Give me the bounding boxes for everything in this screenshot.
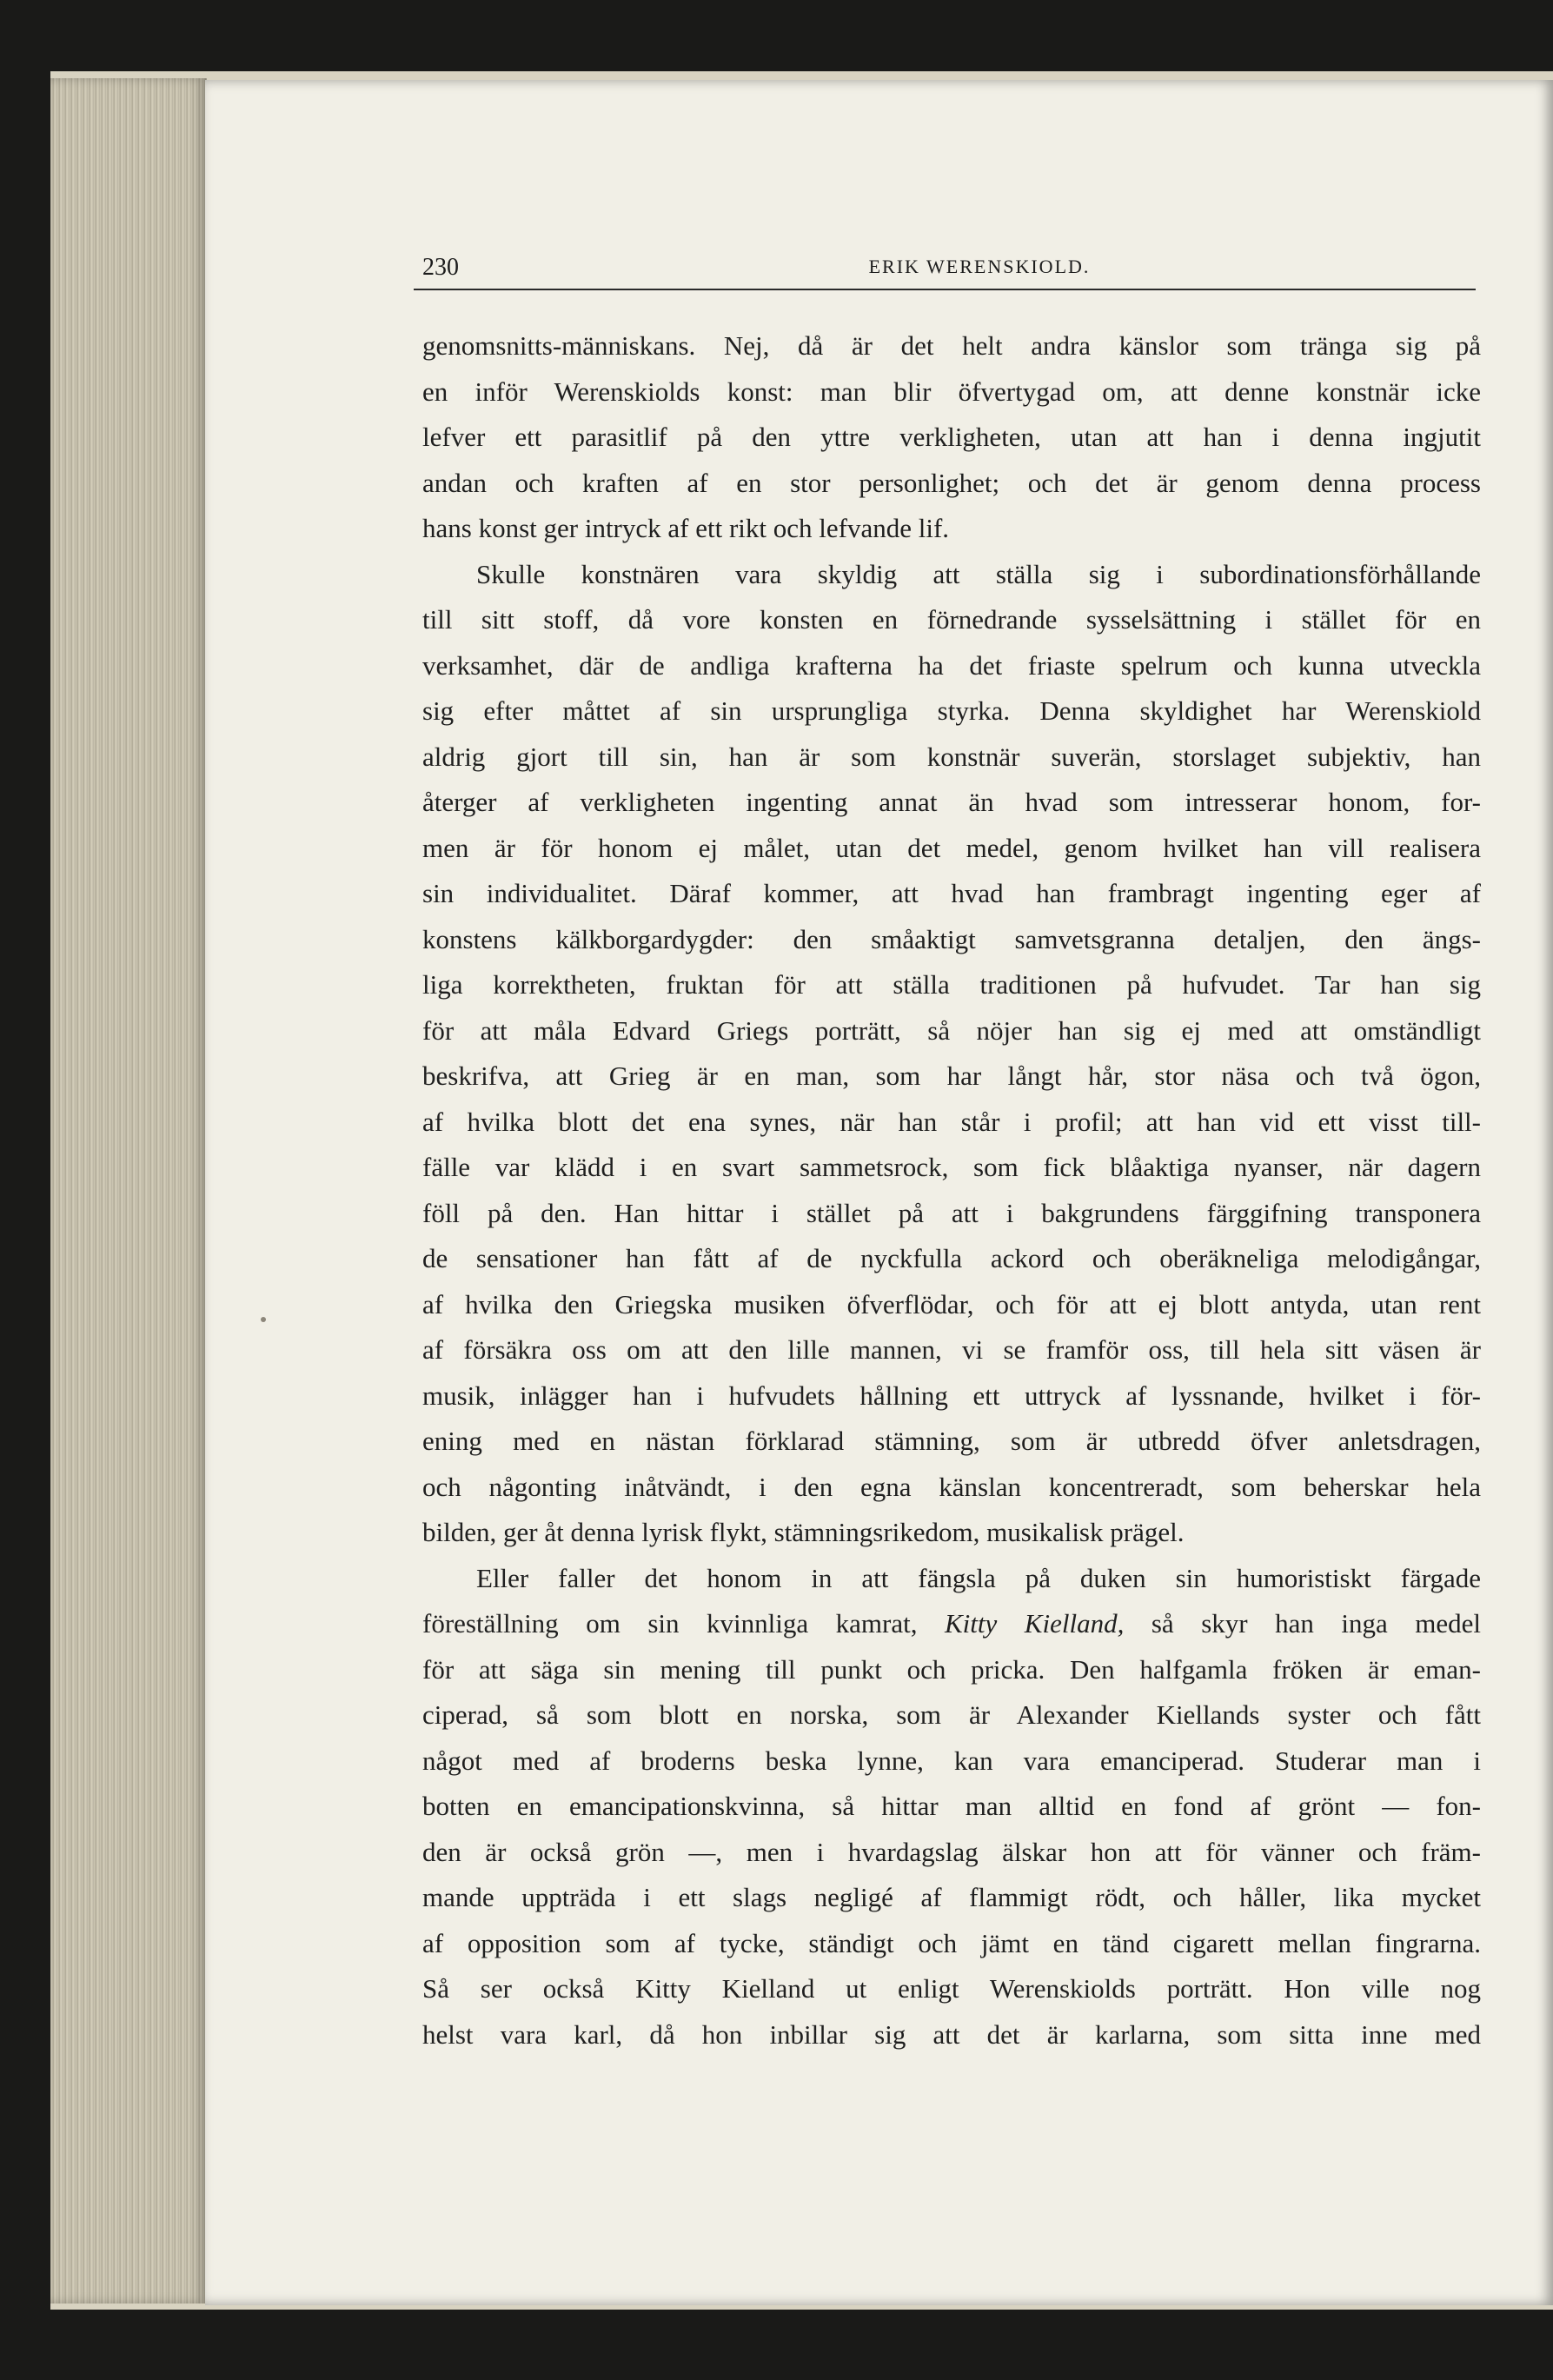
running-head: ERIK WERENSKIOLD. [868,256,1091,277]
text-line: för att säga sin mening till punkt och pricka. Den halfgamla fröken är eman- [422,1653,1481,1685]
text-line: af försäkra oss om att den lille mannen, vi se framför oss, till hela sitt väsen är [422,1334,1481,1365]
text-line: föll på den. Han hittar i stället på att i bakgrundens färggifning transponera [422,1197,1481,1228]
text-line: beskrifva, att Grieg är en man, som har långt hår, stor näsa och två ögon, [422,1060,1481,1091]
page-header [414,254,1476,290]
text-line: sin individualitet. Däraf kommer, att hvad han frambragt ingenting eger af [422,878,1481,908]
text-line: genomsnitts-människans. Nej, då är det helt andra känslor som tränga sig på [422,330,1481,361]
text-line: bilden, ger åt denna lyrisk flykt, stämningsrikedom, musikalisk prägel. [422,1517,1185,1547]
text-line: ciperad, så som blott en norska, som är Alexander Kiellands syster och fått [422,1699,1481,1730]
body-text [422,323,1481,2058]
text-line: fälle var klädd i en svart sammetsrock, som fick blåaktiga nyanser, när dagern [422,1152,1481,1182]
text-line: hans konst ger intryck af ett rikt och lefvande lif. [422,513,950,543]
text-line: konstens kälkborgardygder: den småaktigt samvetsgranna detaljen, den ängs- [422,923,1481,954]
text-line: för att måla Edvard Griegs porträtt, så nöjer han sig ej med att omständligt [422,1014,1481,1046]
text-segment: så skyr han inga medel [1151,1608,1482,1639]
text-line: Så ser också Kitty Kielland ut enligt Werenskiolds porträtt. Hon ville nog [422,1973,1481,2004]
text-line: återger af verkligheten ingenting annat än hvad som intresserar honom, for- [422,787,1481,817]
text-line: Eller faller det honom in att fängsla på duken sin humoristiskt färgade [476,1562,1481,1593]
text-line: men är för honom ej målet, utan det medel, genom hvilket han vill realisera [422,832,1481,863]
text-line: ening med en nästan förklarad stämning, som är utbredd öfver anletsdragen, [422,1426,1481,1456]
text-line: andan och kraften af en stor personlighet; och det är genom denna process [422,467,1481,498]
text-line-with-title [422,1601,1481,1647]
text-line: musik, inlägger han i hufvudets hållning ett uttryck af lyssnande, hvilket i för- [422,1379,1481,1411]
text-line: något med af broderns beska lynne, kan vara emanciperad. Studerar man i [422,1745,1481,1776]
page-number: 230 [422,254,459,281]
text-line: liga korrektheten, fruktan för att ställa traditionen på hufvudet. Tar han sig [422,969,1481,1000]
text-line: botten en emancipationskvinna, så hittar man alltid en fond af grönt — fon- [422,1791,1481,1821]
text-line: mande uppträda i ett slags negligé af flammigt rödt, och håller, lika mycket [422,1882,1481,1912]
text-segment: föreställning om sin kvinnliga kamrat, [422,1608,918,1639]
text-line: och någonting inåtvändt, i den egna känslan koncentreradt, som beherskar hela [422,1471,1481,1502]
text-line: verksamhet, där de andliga krafterna ha det friaste spelrum och kunna utveckla [422,649,1481,681]
text-line: Skulle konstnären vara skyldig att ställa sig i subordinationsförhållande [476,558,1481,589]
portrait-title: Kitty Kielland, [945,1608,1125,1639]
text-line: aldrig gjort till sin, han är som konstnär suverän, storslaget subjektiv, han [422,741,1481,772]
text-line: lefver ett parasitlif på den yttre verkligheten, utan att han i denna ingjutit [422,422,1481,452]
page-edges [50,78,207,2304]
text-line: sig efter måttet af sin ursprungliga styrka. Denna skyldighet har Werenskiold [422,695,1481,726]
text-line: af opposition som af tycke, ständigt och jämt en tänd cigarett mellan fingrarna. [422,1927,1481,1958]
text-line: helst vara karl, då hon inbillar sig att det är karlarna, som sitta inne med [422,2018,1481,2050]
text-line: af hvilka blott det ena synes, när han står i profil; att han vid ett visst till- [422,1106,1481,1137]
text-line: den är också grön —, men i hvardagslag älskar hon att för vänner och främ- [422,1836,1481,1867]
text-line: till sitt stoff, då vore konsten en förnedrande sysselsättning i stället för en [422,604,1481,635]
paper-speck [261,1317,266,1322]
text-line: de sensationer han fått af de nyckfulla ackord och oberäkneliga melodigångar, [422,1243,1481,1273]
text-line: af hvilka den Griegska musiken öfverflödar, och för att ej blott antyda, utan rent [422,1288,1481,1320]
text-line: en inför Werenskiolds konst: man blir öfvertygad om, att denne konstnär icke [422,376,1481,407]
